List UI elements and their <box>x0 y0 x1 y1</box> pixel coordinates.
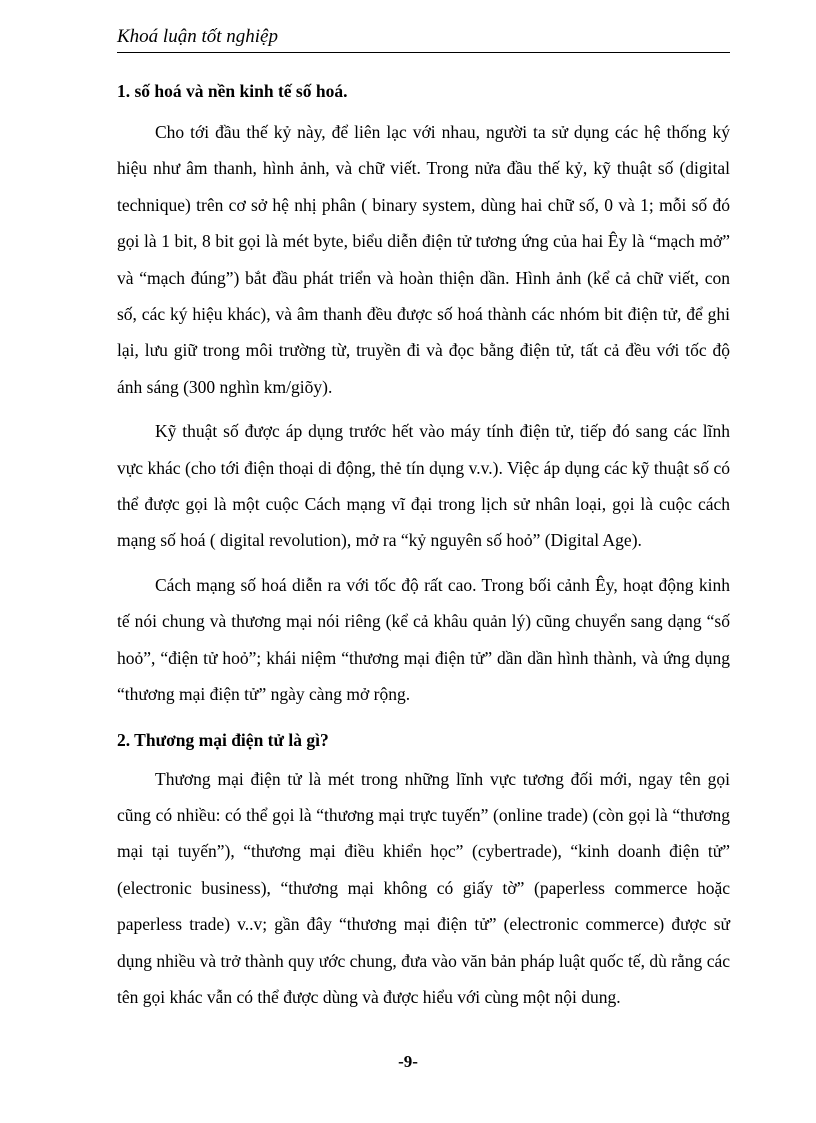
page-header <box>117 26 730 53</box>
document-body <box>117 76 730 1015</box>
section-heading-2: 2. Thương mại điện tử là gì? <box>117 729 329 750</box>
section-1-paragraph-3: Cách mạng số hoá diễn ra với tốc độ rất cao. Trong bối cảnh Êy, hoạt động kinh tế nói chung và thương mại nói riêng (kể cả khâu quản lý) cũng chuyển sang dạng “số hoỏ”, “điện tử hoỏ”; khái niệm “thương mại điện tử” dần dần hình thành, và ứng dụng “thương mại điện tử” ngày càng mở rộng. <box>117 574 730 705</box>
section-heading-1: 1. số hoá và nền kinh tế số hoá. <box>117 81 348 101</box>
section-2-paragraph-1: Thương mại điện tử là mét trong những lĩnh vực tương đối mới, ngay tên gọi cũng có nhiều: có thể gọi là “thương mại trực tuyến” (online trade) (còn gọi là “thương mại tại tuyến”), “thương mại điều khiển học” (cybertrade), “kinh doanh điện tử” (electronic business), “thương mại không có giấy tờ” (paperless commerce hoặc paperless trade) v..v; gần đây “thương mại điện tử” (electronic commerce) được sử dụng nhiều và trở thành quy ước chung, đưa vào văn bản pháp luật quốc tế, dù rằng các tên gọi khác vẫn có thể được dùng và được hiểu với cùng một nội dung. <box>117 768 730 1007</box>
section-1-paragraph-2: Kỹ thuật số được áp dụng trước hết vào máy tính điện tử, tiếp đó sang các lĩnh vực khác (cho tới điện thoại di động, thẻ tín dụng v.v.). Việc áp dụng các kỹ thuật số có thể được gọi là một cuộc Cách mạng vĩ đại trong lịch sử nhân loại, gọi là cuộc cách mạng số hoá ( digital revolution), mở ra “kỷ nguyên số hoỏ” (Digital Age). <box>117 421 730 551</box>
page-number: -9- <box>398 1052 418 1071</box>
header-title: Khoá luận tốt nghiệp <box>117 26 278 47</box>
section-1-paragraph-1: Cho tới đầu thế kỷ này, để liên lạc với nhau, người ta sử dụng các hệ thống ký hiệu như âm thanh, hình ảnh, và chữ viết. Trong nửa đầu thế kỷ, kỹ thuật số (digital technique) trên cơ sở hệ nhị phân ( binary system, dùng hai chữ số, 0 và 1; mỗi số đó gọi là 1 bit, 8 bit gọi là mét byte, biểu diễn điện tử tương ứng của hai Êy là “mạch mở” và “mạch đúng”) bắt đầu phát triển và hoàn thiện dần. Hình ảnh (kể cả chữ viết, con số, các ký hiệu khác), và âm thanh đều được số hoá thành các nhóm bit điện tử, để ghi lại, lưu giữ trong môi trường từ, truyền đi và đọc bằng điện tử, tất cả đều với tốc độ ánh sáng (300 nghìn km/giõy). <box>117 122 730 397</box>
